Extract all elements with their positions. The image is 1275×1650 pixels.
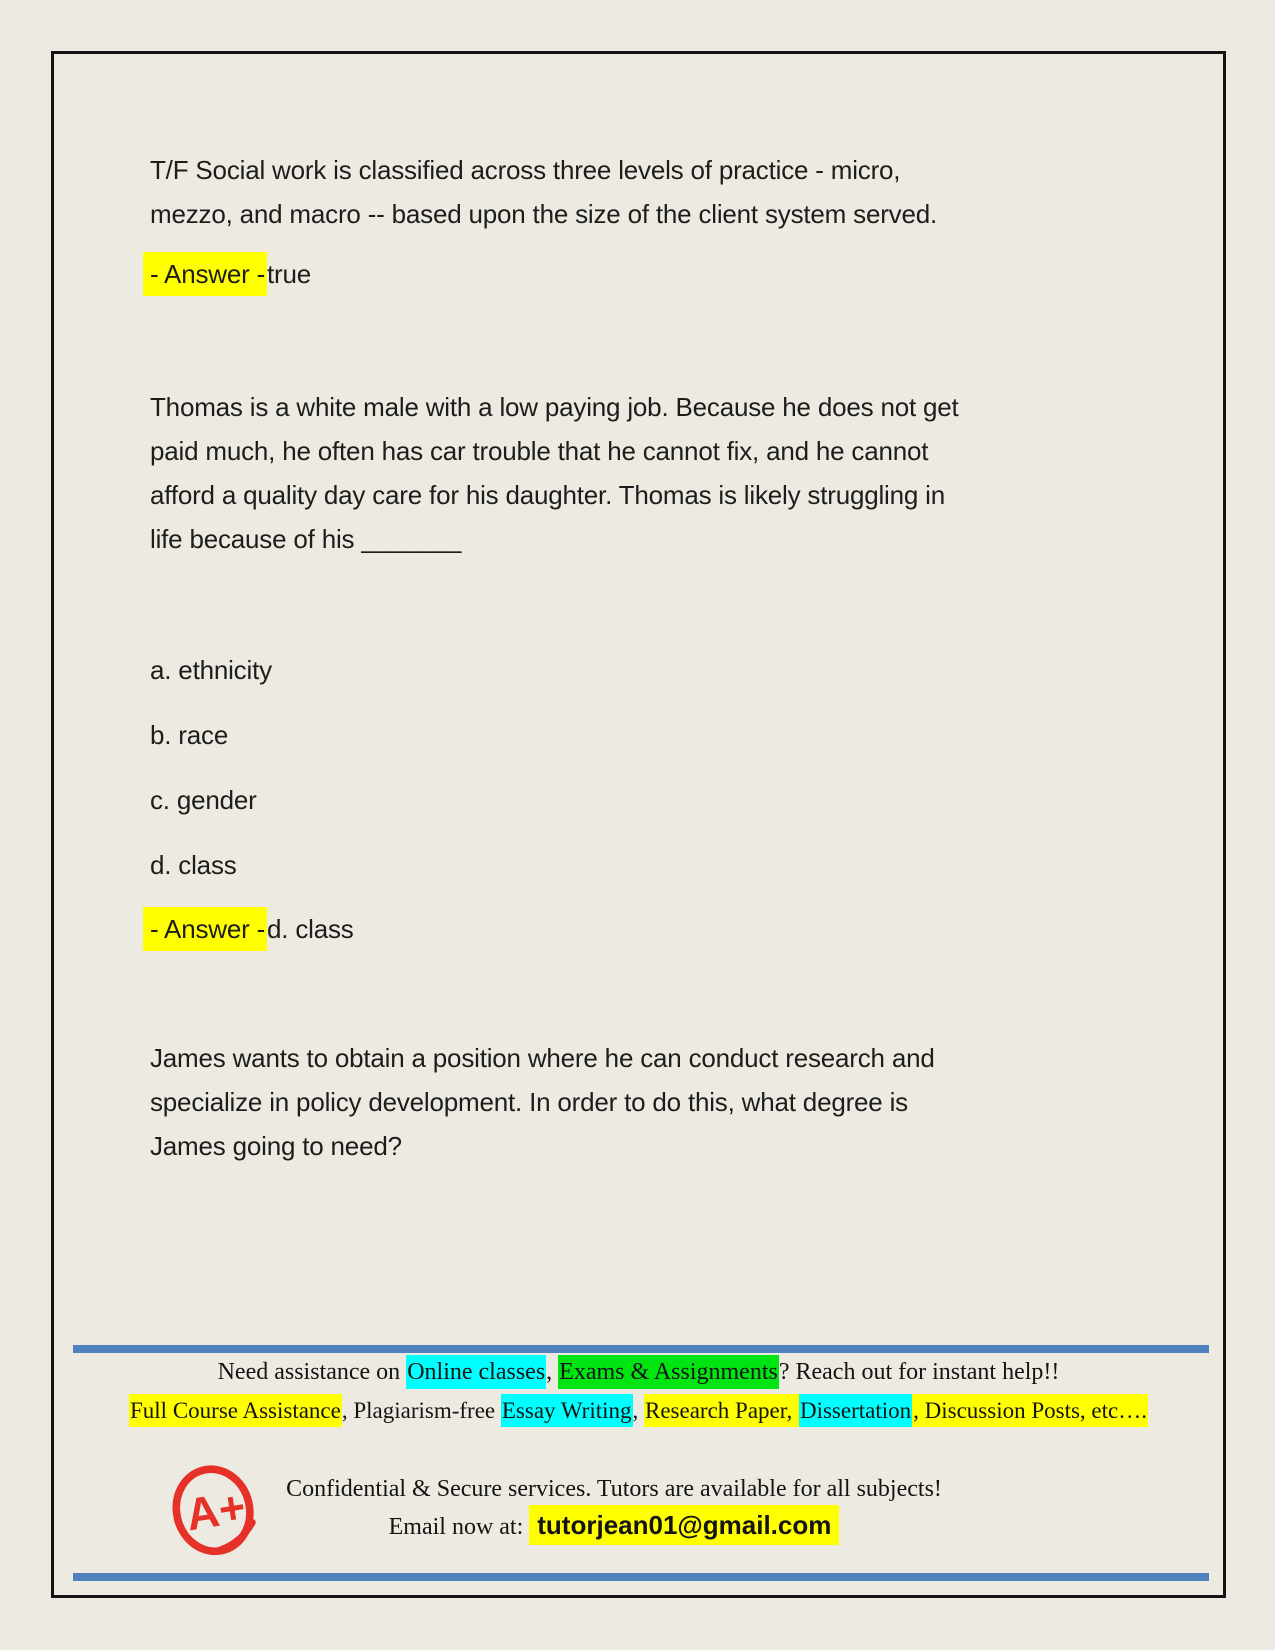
services-cyan-highlight-2: Dissertation [799,1394,912,1427]
answer-2-value: d. class [267,914,354,944]
question-3 [150,1036,1130,1168]
footer-tagline: Confidential & Secure services. Tutors are available for all subjects! [286,1476,942,1502]
answer-2 [150,907,1130,951]
svg-text:A+: A+ [182,1480,249,1541]
services-yellow-highlight-2: Research Paper, [644,1394,799,1427]
option-c: c. gender [150,785,257,815]
document-border-frame [51,51,1226,1598]
option-a: a. ethnicity [150,655,272,685]
question-2-line-3: afford a quality day care for his daughter. Thomas is likely struggling in [150,480,946,510]
divider-bottom [73,1573,1209,1581]
question-2 [150,385,1130,561]
email-address: tutorjean01@gmail.com [529,1505,839,1545]
help-line-plain-1: Need assistance on [217,1359,407,1385]
help-line-plain-2: , [546,1359,559,1385]
services-plain-2: , [632,1398,644,1423]
question-2-line-2: paid much, he often has car trouble that he cannot fix, and he cannot [150,436,929,466]
question-3-line-1: James wants to obtain a position where he can conduct research and [150,1043,935,1073]
help-line-plain-3: ? Reach out for instant help!! [778,1359,1060,1385]
divider-top [73,1345,1209,1353]
help-line-cyan-highlight: Online classes [406,1355,546,1389]
services-yellow-highlight-3: , Discussion Posts, etc…. [912,1394,1148,1427]
question-3-line-2: specialize in policy development. In order to do this, what degree is [150,1087,908,1117]
email-label: Email now at: [388,1514,524,1540]
footer-email-line [54,1510,1174,1541]
question-2-line-1: Thomas is a white male with a low paying job. Because he does not get [150,392,959,422]
question-2-line-4: life because of his _______ [150,524,462,554]
options-list [150,648,1130,887]
question-1 [150,148,1130,236]
option-b: b. race [150,720,229,750]
answer-1-value: true [267,259,312,289]
answer-1 [150,252,1130,296]
services-plain-1: , Plagiarism-free [341,1398,501,1423]
services-cyan-highlight-1: Essay Writing [501,1394,633,1427]
question-1-line-1: T/F Social work is classified across three levels of practice - micro, [150,155,901,185]
question-3-line-3: James going to need? [150,1131,402,1161]
footer-services-line [54,1398,1223,1424]
answer-1-highlight-label: - Answer - [143,252,267,296]
question-1-line-2: mezzo, and macro -- based upon the size of the client system served. [150,199,938,229]
option-d: d. class [150,850,237,880]
help-line-green-highlight: Exams & Assignments [558,1355,779,1389]
services-yellow-highlight-1: Full Course Assistance [129,1394,342,1427]
answer-2-highlight-label: - Answer - [143,907,267,951]
document-body [150,148,1130,1168]
footer-help-line [54,1359,1223,1386]
